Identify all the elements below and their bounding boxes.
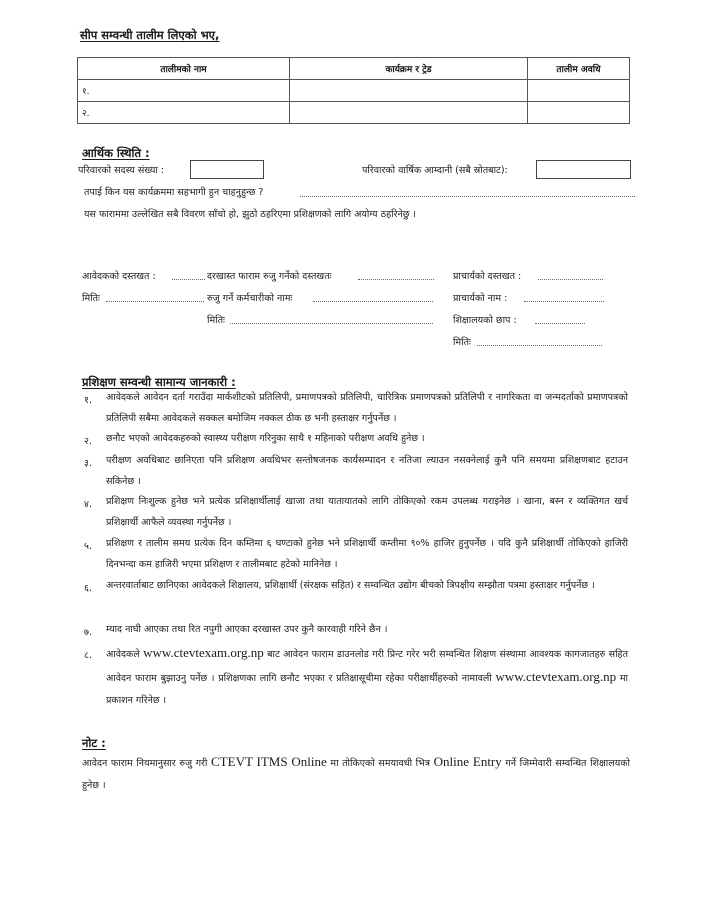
table-header-row: [78, 58, 630, 80]
list-item: आवेदकले आवेदन दर्ता गराउँदा मार्कशीटको प्रतिलिपी, प्रमाणपत्रको प्रतिलिपी, चारित्रिक प्रमाणपत्रको प्रतिलिपी र नागरिकता वा जन्मदर्ताको प्रमाणपत्रको प्रतिलिपी सबैमा आवेदकले सक्कल बमोजिम नक्कल ठीक छ भनी हस्ताक्षर गर्नुपर्नेछ ।: [106, 392, 628, 424]
list-item-number: ३.: [84, 458, 92, 469]
declaration-text: यस फाराममा उल्लेखित सबै विवरण साँचो हो, झुठो ठहरिएमा प्रशिक्षणको लागि अयोग्य ठहरिनेछु ।: [84, 209, 417, 220]
annual-income-label: परिवारको वार्षिक आम्दानी (सबै स्रोतबाट):: [362, 165, 508, 176]
general-info-heading: प्रशिक्षण सम्वन्धी सामान्य जानकारी :: [82, 375, 236, 389]
list-item-text: आवेदकले: [106, 649, 140, 660]
applicant-signature-label: आवेदकको दस्तखत :: [82, 271, 156, 282]
principal-name-label: प्राचार्यको नाम :: [453, 293, 508, 304]
verifier-name-label: रुजु गर्ने कर्मचारीको नामः: [207, 293, 293, 304]
note-text-part: गर्ने जिम्मेवारी सम्वन्धित शिक्षालयको हुनेछ ।: [82, 758, 630, 791]
list-item: अन्तरवार्ताबाट छानिएका आवेदकले शिक्षालय, प्रशिक्षार्थी (संरक्षक सहित) र सम्वन्धित उद्योग बीचको त्रिपक्षीय सम्झौता पत्रमा हस्ताक्षर गर्नुपर्नेछ ।: [106, 580, 595, 591]
list-item-number: १.: [84, 395, 92, 406]
list-item: म्याद नाघी आएका तथा रित नपुगी आएका दरखास्त उपर कुनै कारवाही गरिने छैन ।: [106, 624, 388, 635]
verifier-date-field[interactable]: [230, 314, 433, 324]
submitter-signature-field[interactable]: [358, 270, 434, 280]
list-item: प्रशिक्षण र तालीम समय प्रत्येक दिन कम्तिमा ६ घण्टाको हुनेछ भने प्रशिक्षार्थी कम्तीमा ९०% हाजिर हुनुपर्नेछ । यदि कुनै प्रशिक्षार्थी तोकिएको हाजिरी दिनभन्दा कम हाजिरी भएमा प्रशिक्षण र तालीमबाट हटेको मानिनेछ ।: [106, 538, 628, 570]
training-name-cell[interactable]: २.: [78, 102, 290, 124]
note-text: [82, 751, 630, 797]
applicant-date-field[interactable]: [106, 292, 204, 302]
note-text-part: आवेदन फाराम नियमानुसार रुजु गरी: [82, 758, 208, 769]
table-row: [78, 80, 630, 102]
principal-date-field[interactable]: [477, 336, 602, 346]
list-item-number: ७.: [84, 627, 92, 638]
training-name-cell[interactable]: १.: [78, 80, 290, 102]
list-item-text: मा प्रकाशन गरिनेछ ।: [106, 673, 628, 706]
date-label-applicant: मितिः: [82, 293, 100, 304]
note-entry-term: Online Entry: [433, 754, 502, 769]
list-item-number: ६.: [84, 583, 92, 594]
applicant-signature-field[interactable]: [172, 270, 205, 280]
list-item-number: २.: [84, 436, 92, 447]
date-label-principal: मितिः: [453, 337, 471, 348]
note-system-name: CTEVT ITMS Online: [211, 754, 327, 769]
family-members-label: परिवारको सदस्य संख्या :: [78, 165, 165, 176]
column-header-training-duration: तालीम अवधि: [528, 58, 630, 80]
why-participate-input[interactable]: [300, 187, 635, 197]
column-header-program-trade: कार्यक्रम र ट्रेड: [290, 58, 528, 80]
family-members-input[interactable]: [190, 160, 264, 179]
list-item-number: ५.: [84, 541, 92, 552]
list-item: छनौट भएको आवेदकहरुको स्वास्थ्य परीक्षण गरिनुका साथै १ महिनाको परीक्षण अवधि हुनेछ ।: [106, 433, 425, 444]
list-item-text: बाट आवेदन फाराम डाउनलोड गरी प्रिन्ट गरेर भरी सम्वन्धित शिक्षण संस्थामा आवश्यक कागजातहरु सहित आवेदन फाराम बुझाउनु पर्नेछ । प्रशिक्षणका लागि छनौट भएका र प्रतिक्षासूचीमा रहेका परीक्षार्थीहरुको नामावली: [106, 649, 628, 684]
list-item-number: ८.: [84, 650, 92, 661]
program-trade-cell[interactable]: [290, 80, 528, 102]
website-link[interactable]: www.ctevtexam.org.np: [495, 669, 617, 684]
training-duration-cell[interactable]: [528, 80, 630, 102]
principal-signature-label: प्राचार्यको दस्तखत :: [453, 271, 522, 282]
verifier-name-field[interactable]: [313, 292, 433, 302]
table-row: [78, 102, 630, 124]
note-heading: नोट :: [82, 736, 106, 750]
why-participate-label: तपाई किन यस कार्यक्रममा सहभागी हुन चाहनुहुन्छ ?: [84, 187, 264, 198]
website-link[interactable]: www.ctevtexam.org.np: [143, 645, 264, 660]
program-trade-cell[interactable]: [290, 102, 528, 124]
list-item: परीक्षण अवधिबाट छानिएता पनि प्रशिक्षण अवधिभर सन्तोषजनक कार्यसम्पादन र नतिजा ल्याउन नसक्नेलाई कुनै पनि समयमा प्रशिक्षणबाट हटाउन सकिनेछ ।: [106, 455, 628, 487]
list-item: प्रशिक्षण निःशुल्क हुनेछ भने प्रत्येक प्रशिक्षार्थीलाई खाजा तथा यातायातको लागि तोकिएको रकम उपलब्ध गराइनेछ । खाना, बस्न र व्यक्तिगत खर्च प्रशिक्षार्थी आफैले व्यवस्था गर्नुपर्नेछ ।: [106, 496, 628, 528]
submitter-signature-label: दरखास्त फाराम रुजु गर्नेको दस्तखतः: [207, 271, 332, 282]
training-duration-cell[interactable]: [528, 102, 630, 124]
date-label-verifier: मितिः: [207, 315, 225, 326]
principal-name-field[interactable]: [524, 292, 604, 302]
list-item: [106, 642, 628, 712]
economic-status-heading: आर्थिक स्थिति :: [82, 146, 150, 160]
skill-training-heading: सीप सम्वन्धी तालीम लिएको भए,: [80, 28, 220, 42]
column-header-training-name: तालीमको नाम: [78, 58, 290, 80]
principal-signature-field[interactable]: [538, 270, 603, 280]
training-table: [77, 57, 630, 124]
school-stamp-field[interactable]: [535, 314, 585, 324]
school-stamp-label: शिक्षालयको छाप :: [453, 315, 517, 326]
list-item-number: ४.: [84, 499, 92, 510]
note-text-part: मा तोकिएको समयावधी भित्र: [330, 758, 431, 769]
annual-income-input[interactable]: [536, 160, 631, 179]
